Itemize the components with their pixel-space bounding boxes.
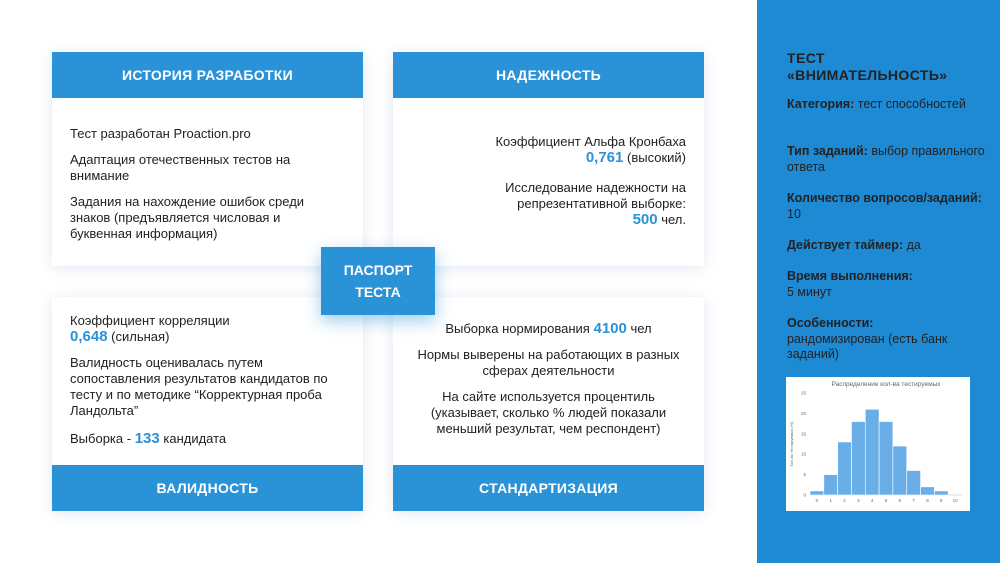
history-card <box>52 52 363 266</box>
count-label: Количество вопросов/заданий: <box>787 191 982 205</box>
chart-xtick-label: 10 <box>952 498 958 503</box>
chart-ylabel: Кол-во тестируемых (%) <box>789 421 794 467</box>
timer-value: да <box>906 238 921 252</box>
chart-title: Распределение кол-ва тестируемых <box>831 381 941 388</box>
sidebar-title-line-1: ТЕСТ <box>787 50 825 66</box>
count-value: 10 <box>787 206 801 221</box>
category-label: Категория: <box>787 97 855 111</box>
reliability-card <box>393 52 704 266</box>
history-line-1: Тест разработан Proaction.pro <box>70 126 251 141</box>
sidebar-type <box>787 144 987 175</box>
chart-bar <box>934 491 948 495</box>
chart-ytick-label: 25 <box>800 390 806 396</box>
passport-badge <box>321 247 435 315</box>
chart-bar <box>810 491 824 495</box>
chart-xtick-label: 7 <box>912 498 915 503</box>
timer-label: Действует таймер: <box>787 238 904 252</box>
chart-xtick-label: 4 <box>870 498 874 503</box>
sample-label: Выборка - <box>70 431 132 446</box>
chart-xtick-label: 8 <box>926 498 929 503</box>
chart-bar <box>907 471 921 495</box>
type-label: Тип заданий: <box>787 144 868 158</box>
alpha-label: Коэффициент Альфа Кронбаха <box>495 134 686 149</box>
distribution-chart <box>786 377 970 511</box>
norm-value: 4100 <box>593 320 627 337</box>
corr-value: 0,648 <box>70 328 108 345</box>
reliability-text <box>426 134 686 228</box>
alpha-value: 0,761 <box>585 149 624 166</box>
chart-xtick-label: 6 <box>898 498 902 503</box>
chart-bar <box>865 409 879 495</box>
standard-card <box>393 297 704 511</box>
chart-xtick-label: 1 <box>829 498 832 503</box>
sample-unit: кандидата <box>163 431 227 446</box>
time-label: Время выполнения: <box>787 269 913 283</box>
validity-card <box>52 297 363 511</box>
history-line-2: Адаптация отечественных тестов на внимание <box>70 152 291 183</box>
standard-text <box>411 321 686 437</box>
study-value: 500 <box>632 211 658 228</box>
chart-bar <box>921 487 935 495</box>
percentile-text: На сайте используется процентиль (указывает, сколько % людей показали меньший результат, чем респондент) <box>430 389 667 436</box>
chart-xtick-label: 2 <box>843 498 846 503</box>
chart-ytick-label: 20 <box>800 410 806 416</box>
chart-bar <box>893 446 907 495</box>
chart-xtick-label: 0 <box>815 498 819 503</box>
sidebar-time <box>787 269 987 300</box>
norm-label: Выборка нормирования <box>445 321 590 336</box>
valid-text: Валидность оценивалась путем сопоставления результатов кандидатов по тесту и по методике “Корректурная проба Ландольта” <box>70 355 328 418</box>
norms-text: Нормы выверены на работающих в разных сферах деятельности <box>417 347 680 378</box>
chart-ytick-label: 15 <box>800 431 806 437</box>
sidebar-count <box>787 191 987 222</box>
features-label: Особенности: <box>787 316 874 330</box>
validity-header: ВАЛИДНОСТЬ <box>52 465 363 511</box>
chart-bar <box>851 422 865 495</box>
chart-xtick-label: 9 <box>940 498 943 503</box>
study-unit: чел. <box>661 212 686 227</box>
chart-svg <box>786 377 970 511</box>
alpha-note: (высокий) <box>627 150 686 165</box>
passport-line-1: ПАСПОРТ <box>343 262 413 278</box>
corr-label: Коэффициент корреляции <box>70 313 230 328</box>
chart-bar <box>879 422 893 495</box>
chart-ytick-label: 5 <box>803 472 806 478</box>
chart-xtick-label: 5 <box>884 498 888 503</box>
sidebar-title-line-2: «ВНИМАТЕЛЬНОСТЬ» <box>787 67 948 83</box>
sidebar-features <box>787 316 987 363</box>
sidebar-category <box>787 97 987 113</box>
history-header: ИСТОРИЯ РАЗРАБОТКИ <box>52 52 363 98</box>
chart-bar <box>838 442 852 495</box>
sidebar-timer <box>787 238 987 254</box>
sample-value: 133 <box>134 430 160 447</box>
study-text: Исследование надежности на репрезентативной выборке: <box>505 180 686 211</box>
validity-text <box>70 313 345 447</box>
chart-ytick-label: 0 <box>803 492 806 498</box>
history-line-3: Задания на нахождение ошибок среди знаков (предъявляется числовая и буквенная информация) <box>70 194 305 241</box>
history-text <box>70 126 340 252</box>
reliability-header: НАДЕЖНОСТЬ <box>393 52 704 98</box>
sidebar-title <box>787 50 947 84</box>
standard-header: СТАНДАРТИЗАЦИЯ <box>393 465 704 511</box>
norm-unit: чел <box>630 321 652 336</box>
chart-ytick-label: 10 <box>800 451 806 457</box>
chart-xtick-label: 3 <box>857 498 860 503</box>
passport-line-2: ТЕСТА <box>355 284 401 300</box>
features-value: рандомизирован (есть банк заданий) <box>787 331 948 361</box>
corr-note: (сильная) <box>111 329 170 344</box>
type-value: выбор правильного ответа <box>787 144 985 174</box>
category-value: тест способностей <box>857 97 966 111</box>
chart-bar <box>824 475 838 495</box>
time-value: 5 минут <box>787 284 832 299</box>
